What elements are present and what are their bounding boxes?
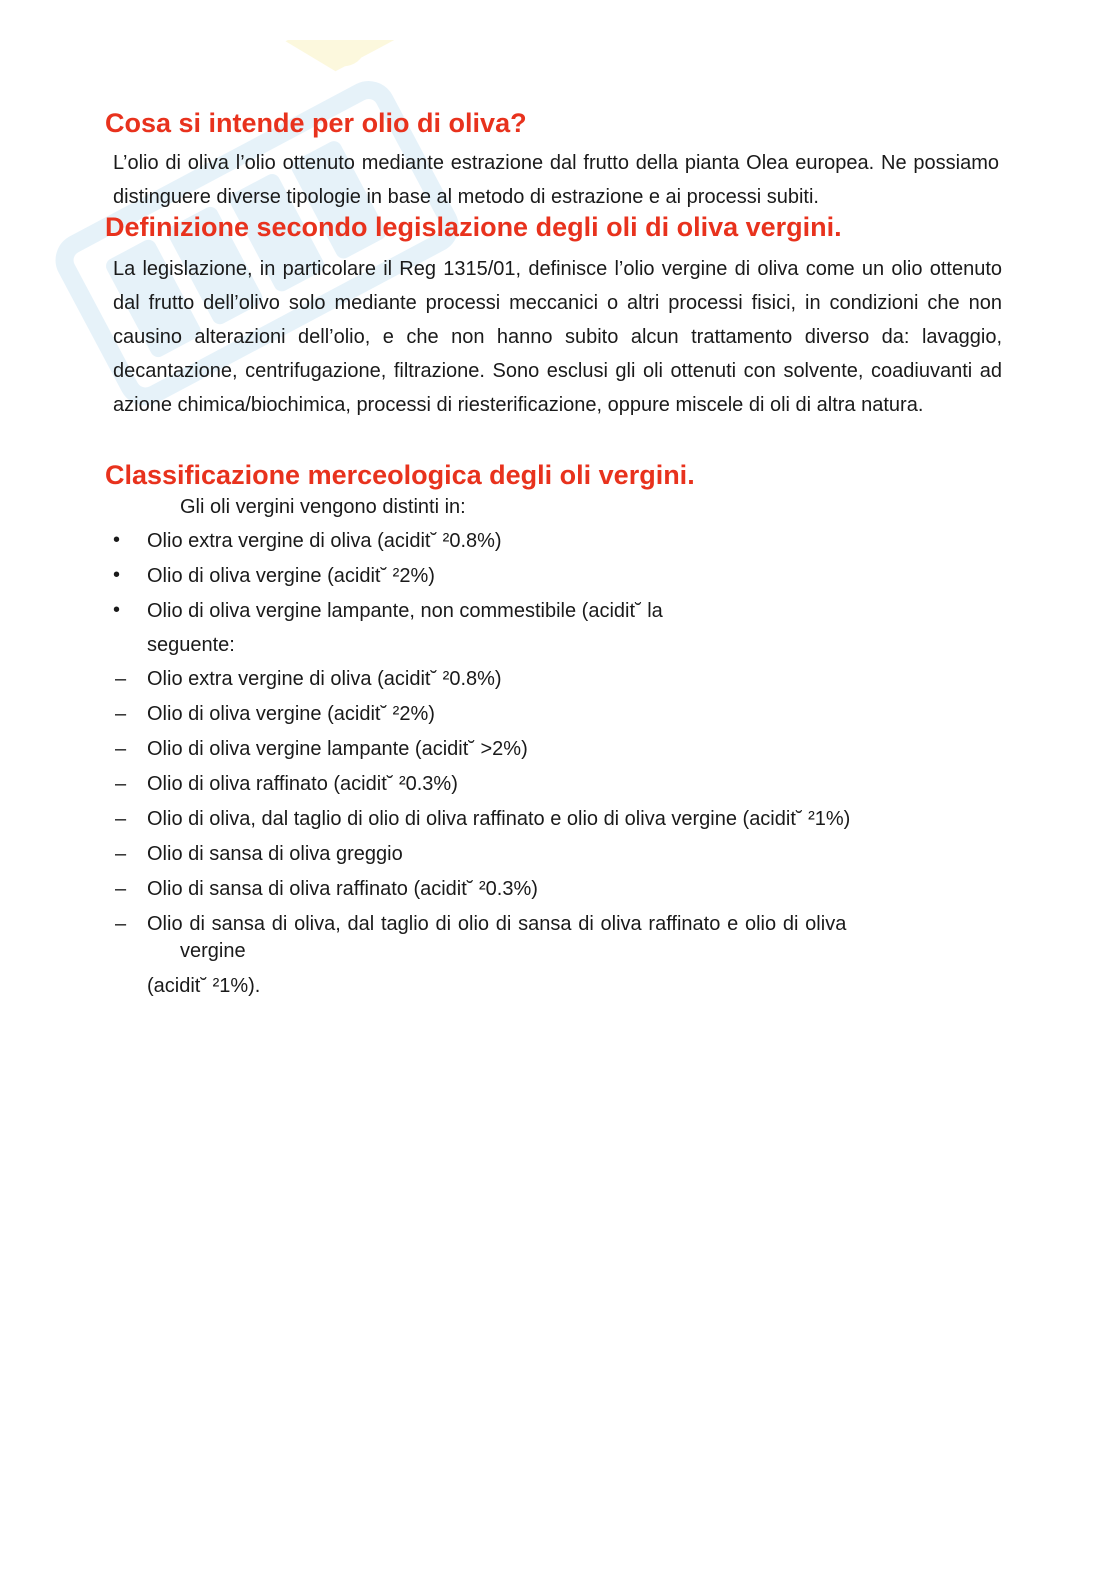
list-item-text: Olio di oliva vergine (acidit˘ ²2%) — [147, 703, 435, 725]
list-item-text: Olio di oliva vergine (acidit˘ ²2%) — [147, 565, 435, 587]
list-item-text: Olio extra vergine di oliva (acidit˘ ²0.8%) — [147, 668, 502, 690]
classification-intro: Gli oli vergini vengono distinti in: — [180, 496, 466, 518]
dash-marker: – — [115, 703, 127, 725]
list-item-text: Olio di sansa di oliva raffinato (acidit˘ ²0.3%) — [147, 878, 538, 900]
list-item-text: Olio di oliva vergine lampante (acidit˘ >2%) — [147, 738, 528, 760]
list-item-continuation: (acidit˘ ²1%). — [147, 975, 261, 997]
paragraph-legislation: La legislazione, in particolare il Reg 1315/01, definisce l’olio vergine di oliva come un olio ottenuto dal frutto dell’olivo solo mediante processi meccanici o altri processi fisici, in condizioni che non causino alterazioni dell’olio, e che non hanno subito alcun trattamento diverso da: lavaggio, decantazione, centrifugazione, filtrazione. Sono esclusi gli oli ottenuti con solvente, coadiuvanti ad azione chimica/biochimica, processi di riesterificazione, oppure miscele di oli di altra natura. — [113, 258, 1002, 416]
bullet-marker: • — [113, 564, 121, 586]
list-item-continuation: vergine — [180, 940, 246, 962]
dash-marker: – — [115, 843, 127, 865]
list-item-continuation: seguente: — [147, 634, 235, 656]
heading-olive-oil-definition: Cosa si intende per olio di oliva? — [105, 108, 527, 138]
list-item-text: Olio extra vergine di oliva (acidit˘ ²0.8%) — [147, 530, 502, 552]
list-item-text: Olio di sansa di oliva, dal taglio di olio di sansa di oliva raffinato e olio di oliva — [147, 913, 847, 935]
dash-marker: – — [115, 668, 127, 690]
dash-marker: – — [115, 808, 127, 830]
list-item-text: Olio di oliva, dal taglio di olio di oliva raffinato e olio di oliva vergine (acidit˘ ²1%) — [147, 808, 851, 830]
dash-marker: – — [115, 913, 127, 935]
list-item-text: Olio di oliva vergine lampante, non commestibile (acidit˘ la — [147, 600, 663, 622]
paragraph-olive-oil-definition: L’olio di oliva l’olio ottenuto mediante estrazione dal frutto della pianta Olea europea. Ne possiamo distinguere diverse tipologie in base al metodo di estrazione e ai processi subiti. — [113, 152, 999, 208]
list-item-text: Olio di sansa di oliva greggio — [147, 843, 403, 865]
dash-marker: – — [115, 773, 127, 795]
heading-classification: Classificazione merceologica degli oli vergini. — [105, 460, 695, 490]
dash-marker: – — [115, 738, 127, 760]
list-item-text: Olio di oliva raffinato (acidit˘ ²0.3%) — [147, 773, 458, 795]
dash-marker: – — [115, 878, 127, 900]
heading-legislation: Definizione secondo legislazione degli oli di oliva vergini. — [105, 212, 842, 242]
bullet-marker: • — [113, 599, 121, 621]
bullet-marker: • — [113, 529, 121, 551]
